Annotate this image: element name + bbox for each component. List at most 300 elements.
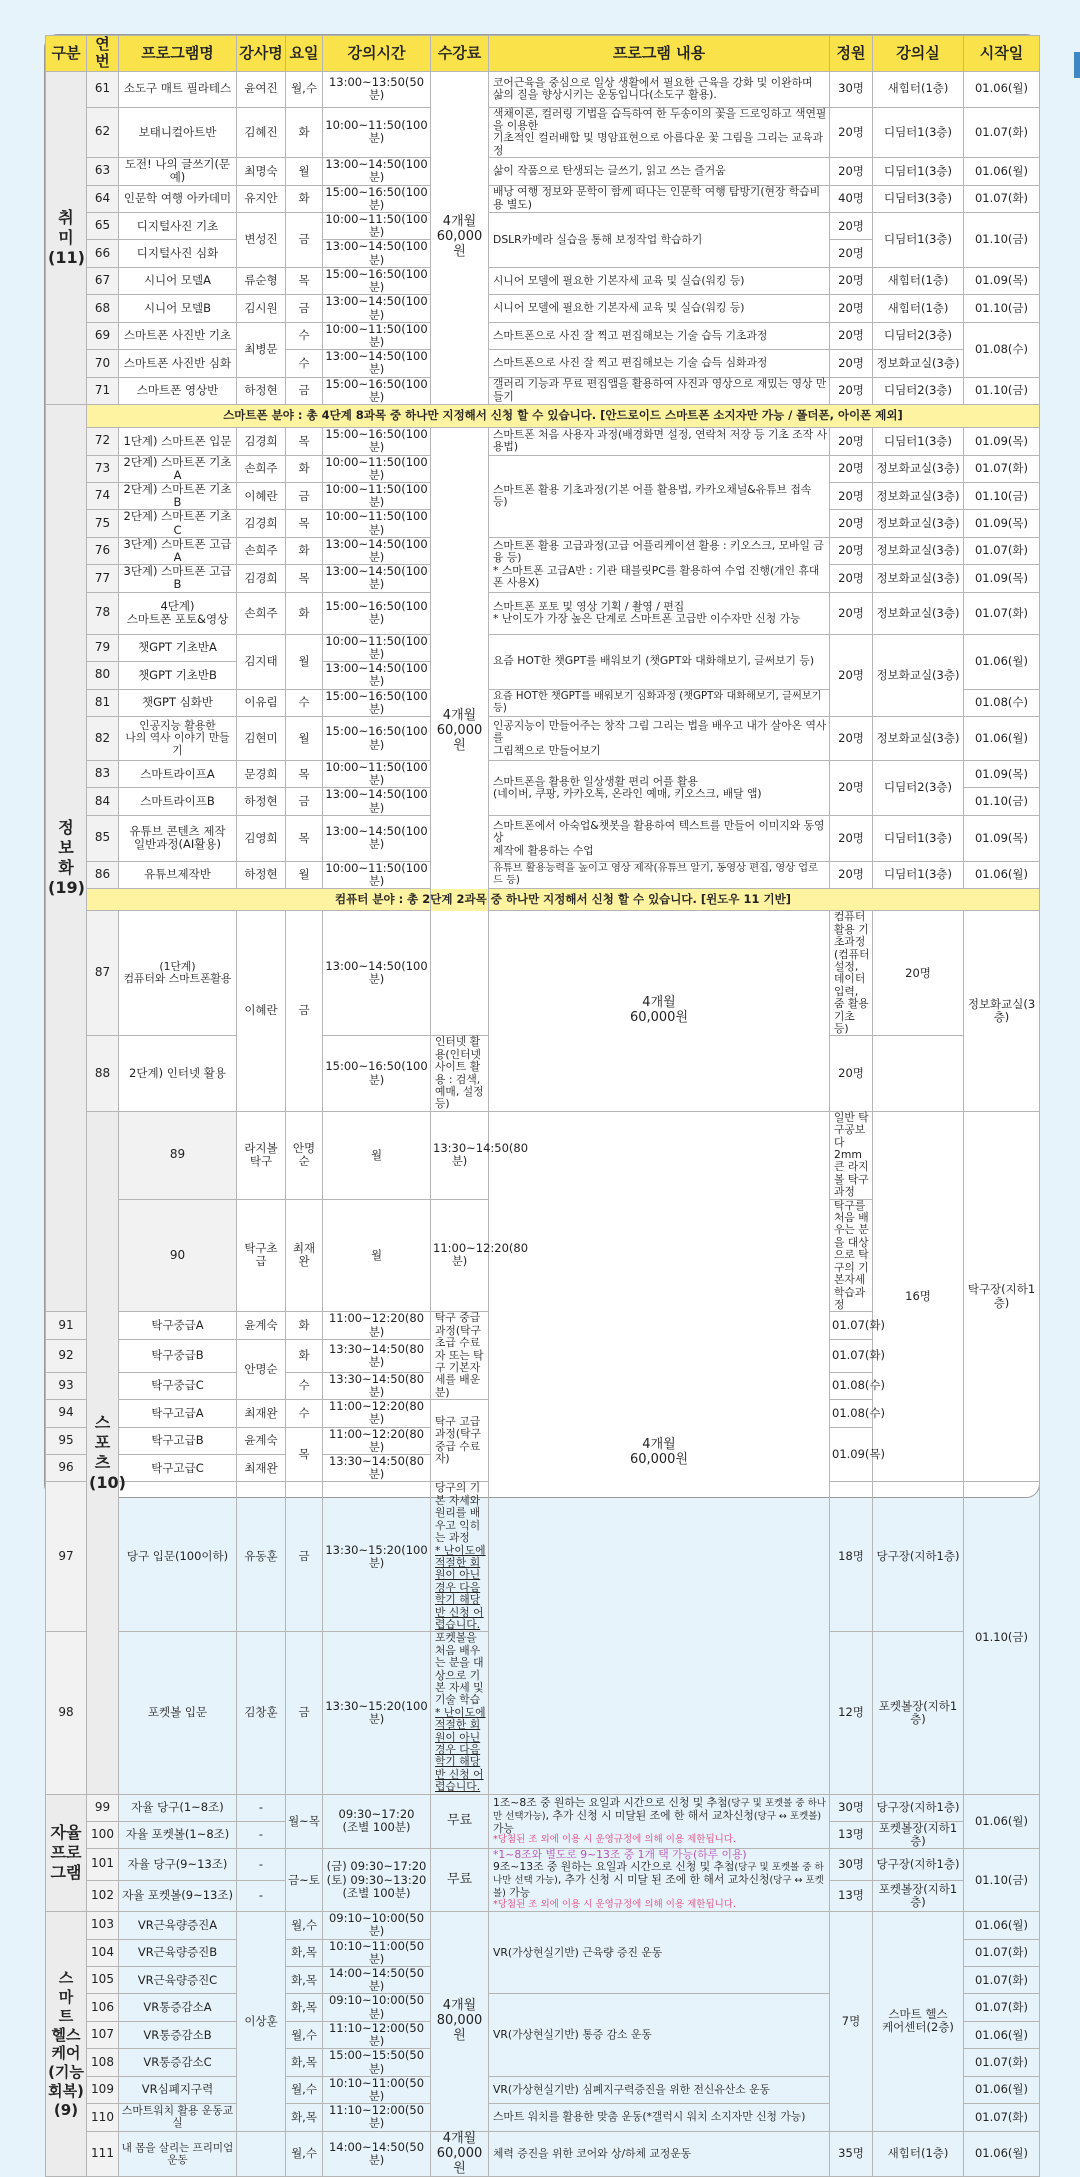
room: 새힘터(1층): [873, 71, 964, 107]
room: 디딤터1(3층): [873, 428, 964, 455]
content: 스마트폰을 활용한 일상생활 편리 어플 활용 (네이버, 쿠팡, 카카오톡, 온라인 예매, 키오스크, 배달 앱): [489, 761, 830, 816]
time: 11:00~12:20(80분): [323, 1427, 431, 1454]
start-date: 01.10(금): [964, 482, 1040, 509]
capacity: 35명: [830, 2131, 873, 2177]
row-number: 77: [87, 565, 119, 592]
content: 스마트폰으로 사진 잘 찍고 편집해보는 기술 습득 기초과정: [489, 322, 830, 349]
room: 당구장(지하1층): [873, 1849, 964, 1881]
program-name: 자율 포켓볼(1~8조): [119, 1821, 237, 1848]
fee: 4개월 80,000원: [431, 1912, 489, 2132]
program-name: 유튜브제작반: [119, 861, 237, 888]
time: 15:00~15:50(50분): [323, 2049, 431, 2076]
time: 10:10~11:00(50분): [323, 1939, 431, 1966]
category-hobby: 취 미 (11): [46, 71, 87, 405]
start-date: 01.10(금): [964, 1849, 1040, 1912]
table-row: [46, 861, 1040, 888]
header-start-date: 시작일: [964, 36, 1040, 72]
content: 요즘 HOT한 챗GPT를 배워보기 심화과정 (챗GPT와 대화해보기, 글써보기 등): [489, 689, 830, 716]
row-number: 72: [87, 428, 119, 455]
time: 11:00~12:20(80분): [431, 1199, 489, 1312]
time: 15:00~16:50(100분): [323, 428, 431, 455]
instructor: 윤여진: [237, 71, 286, 107]
program-name: 도전! 나의 글쓰기(문예): [119, 158, 237, 185]
table-row: [46, 377, 1040, 404]
row-number: 83: [87, 761, 119, 788]
header-content: 프로그램 내용: [489, 36, 830, 72]
start-date: 01.07(화): [830, 1312, 873, 1339]
day: 금: [286, 911, 323, 1112]
day: 월,수: [286, 2021, 323, 2048]
fee: 4개월 60,000원: [431, 2131, 489, 2177]
time: 10:00~11:50(100분): [323, 213, 431, 240]
capacity: 20명: [873, 911, 964, 1036]
start-date: 01.10(금): [964, 213, 1040, 268]
instructor: -: [237, 1849, 286, 1881]
header-day: 요일: [286, 36, 323, 72]
instructor: 손희주: [237, 455, 286, 482]
content: 코어근육을 중심으로 일상 생활에서 필요한 근육을 강화 및 이완하며 삶의 질을 향상시키는 운동입니다(소도구 활용).: [489, 71, 830, 107]
instructor: 최재완: [237, 1455, 286, 1482]
day: 월,수: [286, 2076, 323, 2103]
start-date: 01.07(화): [964, 1967, 1040, 1994]
content: [489, 1849, 830, 1912]
instructor: 류순형: [237, 267, 286, 294]
side-tab-marker: [1074, 52, 1080, 78]
program-name: VR심폐지구력: [119, 2076, 237, 2103]
room: 정보화교실(3층): [873, 537, 964, 564]
row-number: 75: [87, 510, 119, 537]
start-date: 01.07(화): [964, 455, 1040, 482]
capacity: 13명: [830, 1821, 873, 1848]
day: 금: [286, 788, 323, 815]
program-name: 시니어 모델B: [119, 295, 237, 322]
room: 디딤터1(3층): [873, 213, 964, 268]
time: 15:00~16:50(100분): [323, 717, 431, 761]
instructor: 최명숙: [237, 158, 286, 185]
row-number: 67: [87, 267, 119, 294]
content: 스마트 워치를 활용한 맞춤 운동(*갤럭시 워치 소지자만 신청 가능): [489, 2104, 830, 2131]
instructor: 이혜란: [237, 911, 286, 1112]
day: 목: [286, 815, 323, 861]
row-number: 73: [87, 455, 119, 482]
program-name: 스마트라이프B: [119, 788, 237, 815]
content: 스마트폰에서 아숙업&챗봇을 활용하여 텍스트를 만들어 이미지와 동영상 제작에 활용하는 수업: [489, 815, 830, 861]
day: 월,수: [286, 71, 323, 107]
capacity: 13명: [830, 1880, 873, 1912]
table-row: [46, 350, 1040, 377]
program-name: 2단계) 스마트폰 기초B: [119, 482, 237, 509]
program-name: 스마트폰 사진반 심화: [119, 350, 237, 377]
start-date: 01.09(목): [964, 267, 1040, 294]
capacity: 20명: [830, 377, 873, 404]
content: 일반 탁구공보다 2mm 큰 라지볼 탁구 과정: [830, 1111, 873, 1199]
category-free-program: 자율 프로 그램: [46, 1794, 87, 1912]
time: 15:00~16:50(100분): [323, 267, 431, 294]
start-date: 01.06(월): [964, 2021, 1040, 2048]
table-row: [46, 455, 1040, 482]
difficulty-warning: * 난이도에 적절한 회원이 아닌 경우 다음 학기 해당 반 신청 어렵습니다.: [435, 1543, 486, 1631]
time: 13:30~14:50(80분): [431, 1111, 489, 1199]
start-date: 01.07(화): [830, 1339, 873, 1372]
room: 디딤터1(3층): [873, 815, 964, 861]
instructor: 김경희: [237, 510, 286, 537]
program-name: VR근육량증진A: [119, 1912, 237, 1939]
time: 10:00~11:50(100분): [323, 322, 431, 349]
program-name: 탁구중급B: [119, 1339, 237, 1372]
program-name: VR통증감소C: [119, 2049, 237, 2076]
instructor: 윤계숙: [237, 1427, 286, 1454]
program-name: 2단계) 스마트폰 기초A: [119, 455, 237, 482]
row-number: 62: [87, 107, 119, 158]
row-number: 109: [87, 2076, 119, 2103]
start-date: 01.08(수): [830, 1400, 873, 1427]
program-name: 소도구 매트 필라테스: [119, 71, 237, 107]
day: 월,수: [286, 1912, 323, 1939]
program-name: 3단계) 스마트폰 고급A: [119, 537, 237, 564]
start-date: 01.07(화): [964, 537, 1040, 564]
time: 14:00~14:50(50분): [323, 1967, 431, 1994]
time: 13:00~14:50(100분): [323, 350, 431, 377]
table-row: [46, 761, 1040, 788]
time: 11:00~12:20(80분): [323, 1400, 431, 1427]
capacity: 20명: [830, 861, 873, 888]
start-date: 01.07(화): [964, 592, 1040, 634]
capacity: 30명: [830, 1794, 873, 1821]
room: 디딤터1(3층): [873, 861, 964, 888]
row-number: 64: [87, 185, 119, 212]
instructor: 하정현: [237, 788, 286, 815]
instructor: 김혜진: [237, 107, 286, 158]
time: 13:30~15:20(100분): [323, 1632, 431, 1794]
capacity: 20명: [830, 267, 873, 294]
row-number: 95: [46, 1427, 87, 1454]
fee: 4개월 60,000원: [431, 428, 489, 1036]
start-date: 01.06(월): [964, 1912, 1040, 1939]
program-name: 인문학 여행 아카데미: [119, 185, 237, 212]
time: 15:00~16:50(100분): [323, 689, 431, 716]
time: 10:00~11:50(100분): [323, 861, 431, 888]
row-number: 111: [87, 2131, 119, 2177]
time: 13:00~13:50(50분): [323, 71, 431, 107]
start-date: 01.07(화): [964, 2049, 1040, 2076]
content: 시니어 모델에 필요한 기본자세 교육 및 실습(워킹 등): [489, 295, 830, 322]
program-name: 스마트폰 사진반 기초: [119, 322, 237, 349]
capacity: 20명: [830, 634, 873, 716]
room: 새힘터(1층): [873, 2131, 964, 2177]
room: 새힘터(1층): [873, 267, 964, 294]
start-date: 01.10(금): [964, 377, 1040, 404]
start-date: 01.07(화): [964, 1939, 1040, 1966]
instructor: 유지안: [237, 185, 286, 212]
start-date: 01.10(금): [964, 295, 1040, 322]
day: 화,목: [286, 1939, 323, 1966]
start-date: 01.07(화): [964, 2104, 1040, 2131]
day: 월: [286, 861, 323, 888]
day: 화: [286, 185, 323, 212]
capacity: 20명: [830, 428, 873, 455]
capacity: 20명: [830, 592, 873, 634]
instructor: 김경희: [237, 565, 286, 592]
instructor: 손희주: [237, 592, 286, 634]
row-number: 93: [46, 1372, 87, 1399]
row-number: 76: [87, 537, 119, 564]
capacity: 20명: [830, 350, 873, 377]
row-number: 61: [87, 71, 119, 107]
capacity: 20명: [830, 761, 873, 816]
time: (금) 09:30~17:20 (토) 09:30~13:20 (조별 100분): [323, 1849, 431, 1912]
day: 수: [286, 322, 323, 349]
day: 금: [286, 1632, 323, 1794]
instructor: 유동훈: [237, 1482, 286, 1632]
instructor: 최재완: [286, 1199, 323, 1312]
instructor: 이혜란: [237, 482, 286, 509]
content-line: 9조~13조 중 원하는 요일과 시간으로 신청 및 추첨(당구 및 포켓볼 중 하나만 선택 가능), 추가 신청 시 미달 된 조에 한 해서 교차신청(당구 ↔ 포켓볼) 가능: [493, 1860, 824, 1900]
row-number: 97: [46, 1482, 87, 1632]
time: 10:00~11:50(100분): [323, 107, 431, 158]
room: 정보화교실(3층): [873, 350, 964, 377]
program-name: 인공지능 활용한 나의 역사 이야기 만들기: [119, 717, 237, 761]
capacity: 20명: [830, 240, 873, 267]
program-name: 탁구초급: [237, 1199, 286, 1312]
day: 금: [286, 1482, 323, 1632]
program-name: 챗GPT 심화반: [119, 689, 237, 716]
header-category: 구분: [46, 36, 87, 72]
row-number: 65: [87, 213, 119, 240]
start-date: 01.09(목): [830, 1427, 873, 1482]
start-date: 01.10(금): [964, 1482, 1040, 1794]
row-number: 91: [46, 1312, 87, 1339]
start-date: 01.06(월): [964, 2131, 1040, 2177]
day: 화,목: [286, 1967, 323, 1994]
content: VR(가상현실기반) 근육량 증진 운동: [489, 1912, 830, 1994]
row-number: 89: [119, 1111, 237, 1199]
start-date: 01.08(수): [830, 1372, 873, 1399]
instructor: 김창훈: [237, 1632, 286, 1794]
program-name: 스마트폰 영상반: [119, 377, 237, 404]
program-name: 3단계) 스마트폰 고급B: [119, 565, 237, 592]
instructor: 하정현: [237, 861, 286, 888]
time: 13:30~14:50(80분): [323, 1455, 431, 1482]
room: 디딤터2(3층): [873, 761, 964, 816]
smartphone-notice: 스마트폰 분야 : 총 4단계 8과목 중 하나만 지정해서 신청 할 수 있습니다. [안드로이드 스마트폰 소지자만 가능 / 폴더폰, 아이폰 제외]: [87, 405, 1040, 428]
day: 목: [286, 761, 323, 788]
content: 유튜브 활용능력을 높이고 영상 제작(유튜브 알기, 동영상 편집, 영상 업로드 등): [489, 861, 830, 888]
program-name: 탁구고급A: [119, 1400, 237, 1427]
time: 10:10~11:00(50분): [323, 2076, 431, 2103]
content: [489, 1794, 830, 1848]
time: 13:00~14:50(100분): [323, 815, 431, 861]
row-number: 106: [87, 1994, 119, 2021]
content: VR(가상현실기반) 심폐지구력증진을 위한 전신유산소 운동: [489, 2076, 830, 2103]
content: 스마트폰 활용 고급과정(고급 어플리케이션 활용 : 키오스크, 모바일 금융 등) * 스마트폰 고급A반 : 기관 태블릿PC를 활용하여 수업 진행(개인 휴대폰 사용X): [489, 537, 830, 592]
day: 수: [286, 1372, 323, 1399]
room: 디딤터2(3층): [873, 377, 964, 404]
program-name: 시니어 모델A: [119, 267, 237, 294]
start-date: 01.07(화): [964, 185, 1040, 212]
content-line: 1조~8조 중 원하는 요일과 시간으로 신청 및 추첨(당구 및 포켓볼 중 하나만 선택가능), 추가 신청 시 미달된 조에 한 해서 교차신청(당구 ↔ 포켓볼) 가능: [493, 1795, 826, 1835]
room: 정보화교실(3층): [873, 565, 964, 592]
content: 탁구를 처음 배우는 분을 대상으로 탁구의 기본자세 학습과정: [830, 1199, 873, 1312]
day: 월~목: [286, 1794, 323, 1848]
program-name: 탁구고급C: [119, 1455, 237, 1482]
content: 요즘 HOT한 챗GPT를 배워보기 (챗GPT와 대화해보기, 글써보기 등): [489, 634, 830, 689]
program-name: VR통증감소A: [119, 1994, 237, 2021]
start-date: 01.06(월): [964, 717, 1040, 761]
capacity: 30명: [830, 1849, 873, 1881]
program-name: 포켓볼 입문: [119, 1632, 237, 1794]
time: 10:00~11:50(100분): [323, 482, 431, 509]
instructor: 변성진: [237, 213, 286, 268]
content: 스마트폰 포토 및 영상 기획 / 촬영 / 편집 * 난이도가 가장 높은 단계로 스마트폰 고급반 이수자만 신청 가능: [489, 592, 830, 634]
program-name: 탁구중급C: [119, 1372, 237, 1399]
day: 월: [286, 158, 323, 185]
program-name: 디지털사진 심화: [119, 240, 237, 267]
start-date: 01.08(수): [964, 322, 1040, 377]
room: 포켓볼장(지하1층): [873, 1821, 964, 1848]
start-date: 01.10(금): [964, 788, 1040, 815]
instructor: -: [237, 1880, 286, 1912]
instructor: 김영희: [237, 815, 286, 861]
row-number: 81: [87, 689, 119, 716]
program-name: 자율 포켓볼(9~13조): [119, 1880, 237, 1912]
instructor: 김시원: [237, 295, 286, 322]
row-number: 98: [46, 1632, 87, 1794]
day: 금: [286, 482, 323, 509]
capacity: 18명: [830, 1482, 873, 1632]
start-date: 01.06(월): [964, 634, 1040, 689]
capacity: 30명: [830, 71, 873, 107]
room: 디딤터2(3층): [873, 322, 964, 349]
content-line: 포켓볼을 처음 배우는 분을 대상으로 기본 자세 및 기술 학습: [435, 1631, 484, 1707]
time: 09:30~17:20 (조별 100분): [323, 1794, 431, 1848]
room: 정보화교실(3층): [873, 717, 964, 761]
program-name: 챗GPT 기초반B: [119, 662, 237, 689]
row-number: 103: [87, 1912, 119, 1939]
table-row: [46, 634, 1040, 661]
time: 15:00~16:50(100분): [323, 1036, 431, 1111]
capacity: 7명: [830, 1912, 873, 2132]
start-date: 01.06(월): [964, 861, 1040, 888]
day: 금~토: [286, 1849, 323, 1912]
content: 스마트폰으로 사진 잘 찍고 편집해보는 기술 습득 심화과정: [489, 350, 830, 377]
capacity: 20명: [830, 1036, 873, 1111]
time: 10:00~11:50(100분): [323, 761, 431, 788]
day: 수: [286, 1400, 323, 1427]
room: 디딤터1(3층): [873, 158, 964, 185]
row-number: 86: [87, 861, 119, 888]
table-row: [46, 322, 1040, 349]
program-name: 스마트라이프A: [119, 761, 237, 788]
program-name: 챗GPT 기초반A: [119, 634, 237, 661]
separate-option-note: *1~8조와 별도로 9~13조 중 1개 택 가능(하루 이용): [493, 1848, 747, 1862]
day: 화,목: [286, 2049, 323, 2076]
table-row: [46, 537, 1040, 564]
instructor: -: [237, 1821, 286, 1848]
time: 10:00~11:50(100분): [323, 634, 431, 661]
capacity: 16명: [873, 1111, 964, 1482]
header-fee: 수강료: [431, 36, 489, 72]
header-time: 강의시간: [323, 36, 431, 72]
program-name: 탁구고급B: [119, 1427, 237, 1454]
program-name: 스마트워치 활용 운동교실: [119, 2104, 237, 2131]
instructor: 윤계숙: [237, 1312, 286, 1339]
time: 13:30~14:50(80분): [323, 1372, 431, 1399]
table-row: [46, 71, 1040, 107]
usage-restriction-note: *당첨된 조 외에 이용 시 운영규정에 의해 이용 제한됩니다.: [493, 1834, 736, 1845]
fee: 무료: [431, 1794, 489, 1848]
day: 화: [286, 455, 323, 482]
day: 금: [286, 295, 323, 322]
capacity: 12명: [830, 1632, 873, 1794]
capacity: 20명: [830, 295, 873, 322]
day: 목: [286, 428, 323, 455]
start-date: 01.06(월): [964, 2076, 1040, 2103]
instructor: [237, 2131, 286, 2177]
time: 13:00~14:50(100분): [323, 788, 431, 815]
time: 15:00~16:50(100분): [323, 185, 431, 212]
time: 13:00~14:50(100분): [323, 662, 431, 689]
notice-row: [46, 889, 1040, 911]
time: 09:10~10:00(50분): [323, 1912, 431, 1939]
row-number: 101: [87, 1849, 119, 1881]
room: 정보화교실(3층): [873, 455, 964, 482]
row-number: 110: [87, 2104, 119, 2131]
time: 13:00~14:50(100분): [323, 240, 431, 267]
room: 디딤터3(3층): [873, 185, 964, 212]
day: 화,목: [286, 1994, 323, 2021]
row-number: 70: [87, 350, 119, 377]
row-number: 100: [87, 1821, 119, 1848]
category-sports: 스 포 츠 (10): [87, 1111, 119, 1794]
content: [431, 1632, 489, 1794]
start-date: 01.06(월): [964, 71, 1040, 107]
time: 11:10~12:00(50분): [323, 2104, 431, 2131]
table-row: [46, 1111, 1040, 1199]
capacity: 20명: [830, 537, 873, 564]
table-row: [46, 428, 1040, 455]
day: 목: [286, 1427, 323, 1482]
day: 화: [286, 107, 323, 158]
table-row: [46, 2131, 1040, 2177]
day: 화: [286, 537, 323, 564]
fee: 4개월 60,000원: [489, 1111, 830, 1794]
day: 목: [286, 565, 323, 592]
instructor: 이유림: [237, 689, 286, 716]
start-date: 01.07(화): [964, 107, 1040, 158]
row-number: 80: [87, 662, 119, 689]
capacity: 20명: [830, 158, 873, 185]
row-number: 69: [87, 322, 119, 349]
table-row: [46, 1794, 1040, 1821]
time: 13:00~14:50(100분): [323, 158, 431, 185]
row-number: 108: [87, 2049, 119, 2076]
start-date: 01.09(목): [964, 815, 1040, 861]
table-row: [46, 213, 1040, 240]
row-number: 90: [119, 1199, 237, 1312]
program-name: 유튜브 콘텐츠 제작 일반과정(AI활용): [119, 815, 237, 861]
day: 월: [286, 717, 323, 761]
row-number: 82: [87, 717, 119, 761]
room: 정보화교실(3층): [873, 634, 964, 716]
program-name: 보태니컬아트반: [119, 107, 237, 158]
day: 수: [286, 350, 323, 377]
time: 13:30~15:20(100분): [323, 1482, 431, 1632]
day: 금: [286, 213, 323, 268]
time: 13:00~14:50(100분): [323, 295, 431, 322]
fee: 4개월 60,000원: [431, 71, 489, 405]
content: VR(가상현실기반) 통증 감소 운동: [489, 1994, 830, 2076]
header-row: [46, 36, 1040, 72]
